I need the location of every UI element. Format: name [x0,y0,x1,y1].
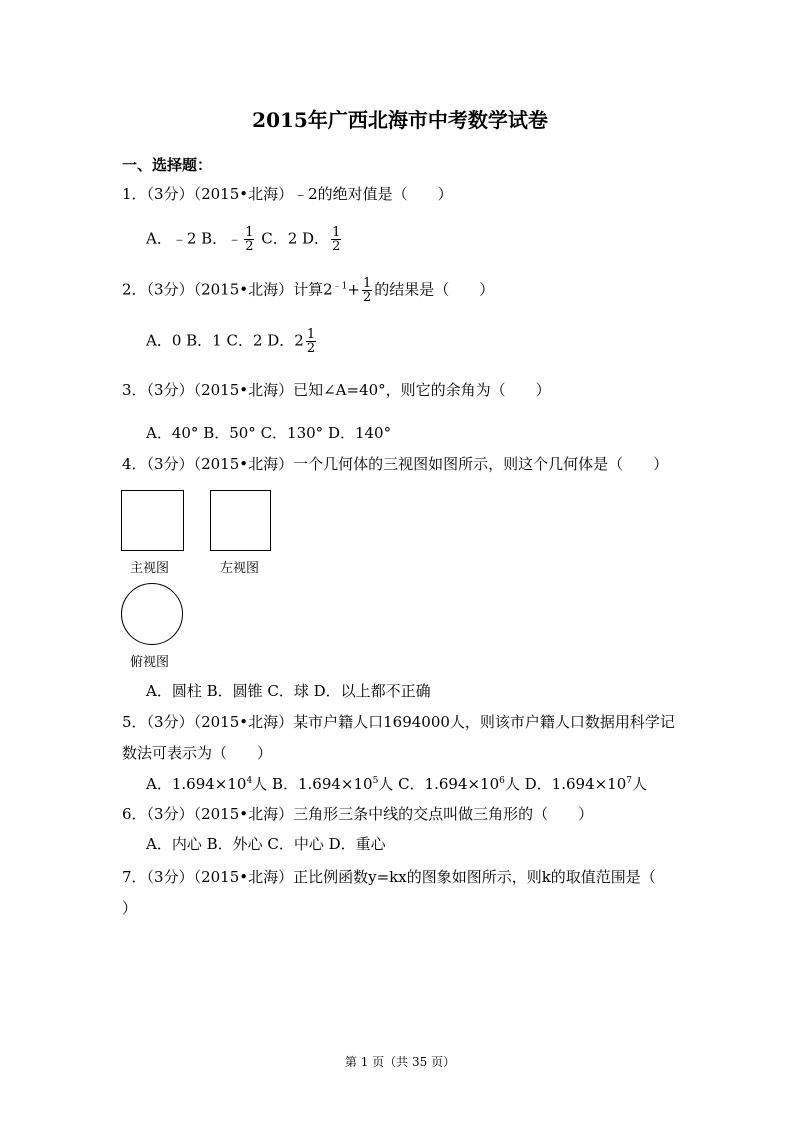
top-view-circle [121,583,183,645]
exponent: 6 [499,776,505,786]
question-3-options: A．40° B．50° C．130° D．140° [146,424,392,442]
question-4-stem: 4．（3分）（2015•北海）一个几何体的三视图如图所示，则这个几何体是（ ） [122,455,669,473]
question-7-stem-line2: ） [122,899,138,917]
question-5-options: A．$1.694\times 10^4$人 B．$1.694\times 10^5$人 C．$1.694\times 10^6$人 D．$1.694\times 10^7$人 [146,775,648,793]
exponent: 7 [626,776,633,786]
fraction-half: $\frac{1}{2}$ [245,225,254,254]
option-text: C．2 D． [256,229,330,248]
question-1-stem: 1．（3分）（2015•北海）﹣2的绝对值是（ ） [122,185,453,203]
front-view-square [121,490,184,551]
question-7-stem-line1: 7．（3分）（2015•北海）正比例函数y=kx的图象如图所示，则k的取值范围是（ [122,868,656,886]
left-view-square [210,490,271,551]
question-1-options [146,226,343,253]
question-2-options: A．0 B．1 C．2 D．2 $\frac{1}{2}$ [146,327,316,356]
question-2-stem: 2．（3分）（2015•北海）计算$2^{﹣1}+$ $\frac{1}{2}$ 的结果是（ ） [122,276,495,305]
fraction-half: $\frac{1}{2}$ [332,225,341,254]
question-5-stem-line1: 5．（3分）（2015•北海）某市户籍人口1694000人，则该市户籍人口数据用科学记 [122,713,675,731]
question-3-stem: 3．（3分）（2015•北海）已知∠A=40°，则它的余角为（ ） [122,381,551,399]
front-view-caption: 主视图 [130,561,170,576]
minus-sign: ﹣ [227,229,243,248]
page-footer: 第 1 页（共 35 页） [344,1055,456,1069]
exponent: ﹣1 [332,281,348,292]
question-6-options: A．内心 B．外心 C．中心 D．重心 [146,835,386,853]
option-text: A．﹣2 B． [146,229,228,248]
exponent: 4 [246,776,253,786]
left-view-caption: 左视图 [220,561,260,576]
question-4-options: A．圆柱 B．圆锥 C．球 D．以上都不正确 [146,682,431,700]
fraction-half: $\frac{1}{2}$ [306,327,316,356]
exponent: 5 [372,776,379,786]
question-5-stem-line2: 数法可表示为（ ） [122,744,273,762]
fraction-half: $\frac{1}{2}$ [362,276,372,305]
section-heading: 一、选择题： [122,156,213,174]
question-6-stem: 6．（3分）（2015•北海）三角形三条中线的交点叫做三角形的（ ） [122,805,594,823]
top-view-caption: 俯视图 [130,655,170,670]
page-title: 2015年广西北海市中考数学试卷 [252,108,548,132]
